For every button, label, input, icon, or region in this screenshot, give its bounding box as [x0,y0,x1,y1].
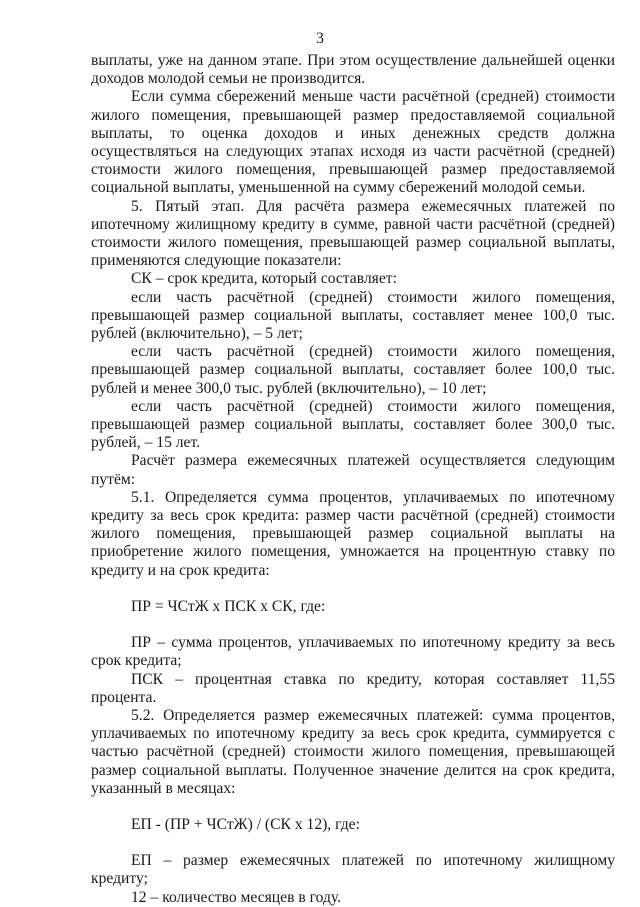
paragraph: Если сумма сбережений меньше части расчётной (средней) стоимости жилого помещения, превышающей размер предоставляемой социальной выплаты, то оценка доходов и иных денежных средств должна осуществляться на следующих этапах исходя из части расчётной (средней) стоимости жилого помещения, превышающей размер предоставляемой социальной выплаты, уменьшенной на сумму сбережений молодой семьи. [91,88,615,197]
paragraph: 5. Пятый этап. Для расчёта размера ежемесячных платежей по ипотечному жилищному кредиту в сумме, равной части расчётной (средней) стоимости жилого помещения, превышающей размер социальной выплаты, применяются следующие показатели: [91,197,615,270]
paragraph: ПСК – процентная ставка по кредиту, которая составляет 11,55 процента. [91,670,615,706]
paragraph: 5.2. Определяется размер ежемесячных платежей: сумма процентов, уплачиваемых по ипотечному кредиту за весь срок кредита, суммируется с частью расчётной (средней) стоимости жилого помещения, превышающей размер социальной выплаты. Полученное значение делится на срок кредита, указанный в месяцах: [91,706,615,797]
paragraph: ЕП – размер ежемесячных платежей по ипотечному жилищному кредиту; [91,852,615,888]
paragraph: ПР – сумма процентов, уплачиваемых по ипотечному кредиту за весь срок кредита; [91,634,615,670]
list-item: если часть расчётной (средней) стоимости жилого помещения, превышающей размер социальной выплаты, составляет менее 100,0 тыс. рублей (включительно), – 5 лет; [91,288,615,343]
paragraph: 12 – количество месяцев в году. [131,888,342,906]
list-item: если часть расчётной (средней) стоимости жилого помещения, превышающей размер социальной выплаты, составляет более 300,0 тыс. рублей, – 15 лет. [91,397,615,452]
paragraph: СК – срок кредита, который составляет: [131,270,397,288]
list-item: если часть расчётной (средней) стоимости жилого помещения, превышающей размер социальной выплаты, составляет более 100,0 тыс. рублей и менее 300,0 тыс. рублей (включительно), – 10 лет; [91,343,615,397]
formula: ЕП - (ПР + ЧСтЖ) / (СК х 12), где: [131,815,360,833]
paragraph: выплаты, уже на данном этапе. При этом осуществление дальнейшей оценки доходов молодой семьи не производится. [91,52,615,88]
paragraph: Расчёт размера ежемесячных платежей осуществляется следующим путём: [91,452,615,488]
page-number: 3 [316,30,324,47]
document-body [91,52,615,907]
formula: ПР = ЧСтЖ х ПСК х СК, где: [131,597,326,615]
paragraph: 5.1. Определяется сумма процентов, уплачиваемых по ипотечному кредиту за весь срок кредита: размер части расчётной (средней) стоимости жилого помещения, превышающей размер социальной выплаты на приобретение жилого помещения, умножается на процентную ставку по кредиту и на срок кредита: [91,488,615,579]
